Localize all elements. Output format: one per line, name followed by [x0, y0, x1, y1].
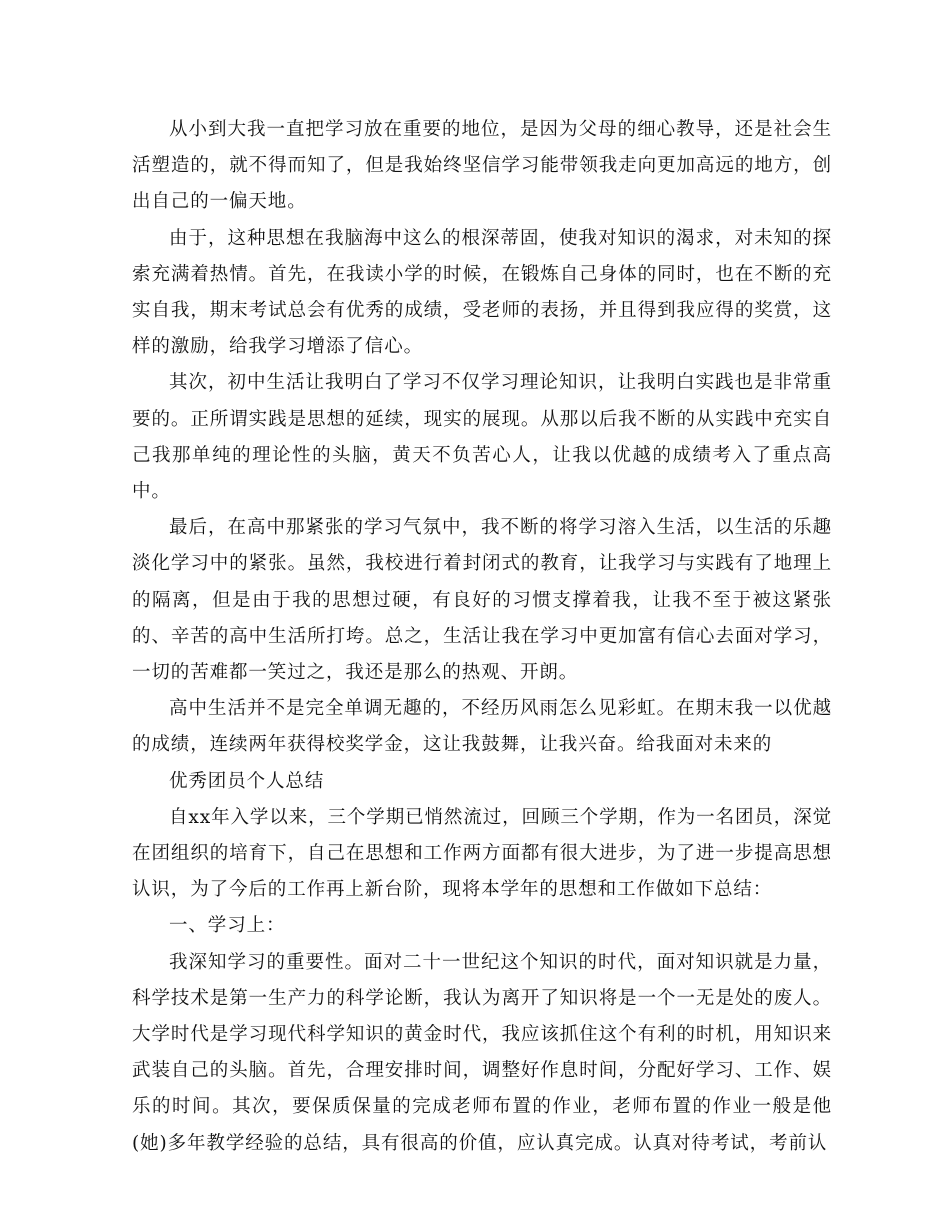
section-title: 优秀团员个人总结	[169, 770, 325, 792]
paragraph-3: 其次，初中生活让我明白了学习不仅学习理论知识，让我明白实践也是非常重要的。正所谓实践是思想的延续，现实的展现。从那以后我不断的从实践中充实自己我那单纯的理论性的头脑，黄天不负苦心人，让我以优越的成绩考入了重点高中。	[132, 372, 832, 503]
document-body	[132, 112, 832, 1162]
section-heading-study: 一、学习上：	[169, 915, 286, 937]
paragraph-6: 自xx年入学以来，三个学期已悄然流过，回顾三个学期，作为一名团员，深觉在团组织的培育下，自己在思想和工作两方面都有很大进步，为了进一步提高思想认识，为了今后的工作再上新台阶，现将本学年的思想和工作做如下总结：	[132, 806, 832, 901]
paragraph-1: 从小到大我一直把学习放在重要的地位，是因为父母的细心教导，还是社会生活塑造的，就不得而知了，但是我始终坚信学习能带领我走向更加高远的地方，创出自己的一偏天地。	[132, 119, 832, 213]
paragraph-2: 由于，这种思想在我脑海中这么的根深蒂固，使我对知识的渴求，对未知的探索充满着热情。首先，在我读小学的时候，在锻炼自己身体的同时，也在不断的充实自我，期末考试总会有优秀的成绩，受老师的表扬，并且得到我应得的奖赏，这样的激励，给我学习增添了信心。	[132, 227, 832, 358]
paragraph-4: 最后，在高中那紧张的学习气氛中，我不断的将学习溶入生活，以生活的乐趣淡化学习中的紧张。虽然，我校进行着封闭式的教育，让我学习与实践有了地理上的隔离，但是由于我的思想过硬，有良好的习惯支撑着我，让我不至于被这紧张的、辛苦的高中生活所打垮。总之，生活让我在学习中更加富有信心去面对学习，一切的苦难都一笑过之，我还是那么的热观、开朗。	[132, 517, 832, 684]
paragraph-5: 高中生活并不是完全单调无趣的，不经历风雨怎么见彩虹。在期末我一以优越的成绩，连续两年获得校奖学金，这让我鼓舞，让我兴奋。给我面对未来的	[132, 698, 832, 756]
paragraph-7: 我深知学习的重要性。面对二十一世纪这个知识的时代，面对知识就是力量，科学技术是第一生产力的科学论断，我认为离开了知识将是一个一无是处的废人。大学时代是学习现代科学知识的黄金时代，我应该抓住这个有利的时机，用知识来武装自己的头脑。首先，合理安排时间，调整好作息时间，分配好学习、工作、娱乐的时间。其次，要保质保量的完成老师布置的作业，老师布置的作业一般是他(她)多年教学经验的总结，具有很高的价值，应认真完成。认真对待考试，考前认	[132, 951, 832, 1154]
